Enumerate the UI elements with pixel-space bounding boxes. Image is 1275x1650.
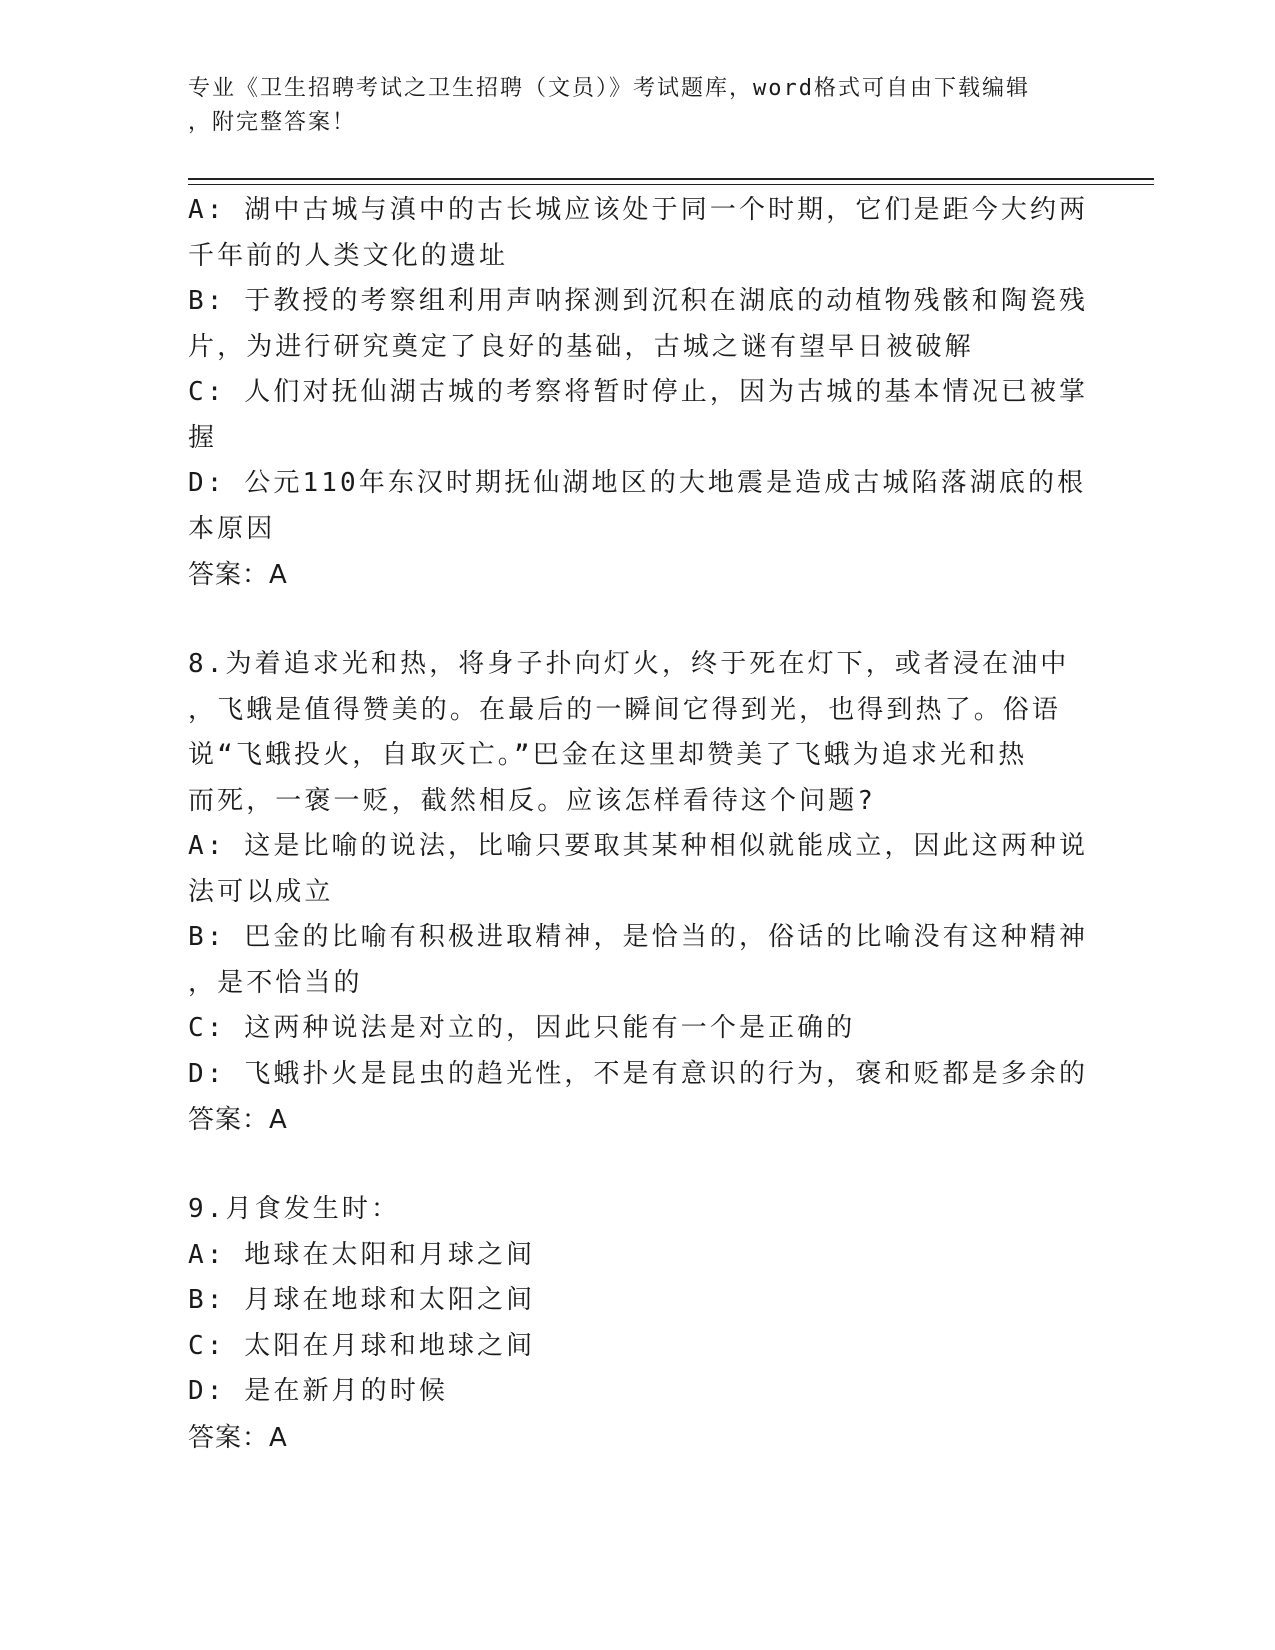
document-header (188, 72, 1078, 140)
q7-option-c-line-1: C: 人们对抚仙湖古城的考察将暂时停止，因为古城的基本情况已被掌 (188, 377, 1089, 407)
question-9 (188, 1187, 1088, 1415)
header-line-2: ，附完整答案！ (188, 110, 357, 135)
q7-option-a-line-2: 千年前的人类文化的遗址 (188, 240, 509, 271)
q9-option-a: A: 地球在太阳和月球之间 (188, 1239, 536, 1270)
q7-option-b-line-2: 片，为进行研究奠定了良好的基础，古城之谜有望早日被破解 (188, 331, 974, 362)
q8-option-a-line-2: 法可以成立 (188, 876, 334, 907)
q9-option-b: B: 月球在地球和太阳之间 (188, 1285, 536, 1315)
q8-option-a-line-1: A: 这是比喻的说法，比喻只要取其某种相似就能成立，因此这两种说 (188, 831, 1089, 861)
q7-option-b-line-1: B: 于教授的考察组利用声呐探测到沉积在湖底的动植物残骸和陶瓷残 (188, 286, 1089, 316)
q9-stem: 9.月食发生时： (188, 1194, 401, 1224)
q8-answer: 答案：A (188, 1105, 288, 1135)
q7-option-a-line-1: A: 湖中古城与滇中的古长城应该处于同一个时期，它们是距今大约两 (188, 195, 1089, 225)
q7-option-c-line-2: 握 (188, 422, 218, 453)
question-8 (188, 642, 1088, 1097)
q7-option-d-line-1: D: 公元110年东汉时期抚仙湖地区的大地震是造成古城陷落湖底的根 (188, 468, 1087, 498)
q7-answer: 答案：A (188, 560, 288, 590)
q8-option-b-line-1: B: 巴金的比喻有积极进取精神，是恰当的，俗话的比喻没有这种精神 (188, 922, 1089, 952)
q9-option-d: D: 是在新月的时候 (188, 1376, 448, 1406)
header-divider-thick (188, 178, 1154, 180)
q8-stem-line-3: 说“飞蛾投火，自取灭亡。”巴金在这里却赞美了飞蛾为追求光和热 (188, 740, 1028, 770)
q7-option-d-line-2: 本原因 (188, 513, 276, 544)
spacer (188, 1143, 1088, 1187)
q8-stem-line-2: ，飞蛾是值得赞美的。在最后的一瞬间它得到光，也得到热了。俗语 (188, 694, 1062, 725)
question-7-options (188, 188, 1088, 552)
document-body (188, 188, 1088, 1461)
q9-option-c: C: 太阳在月球和地球之间 (188, 1330, 536, 1361)
header-line-1: 专业《卫生招聘考试之卫生招聘（文员）》考试题库，word格式可自由下载编辑 (188, 76, 1030, 101)
q8-option-c: C: 这两种说法是对立的，因此只能有一个是正确的 (188, 1013, 856, 1043)
q9-answer: 答案：A (188, 1422, 288, 1453)
q8-stem-line-4: 而死，一褒一贬，截然相反。应该怎样看待这个问题? (188, 785, 877, 816)
q8-option-d: D: 飞蛾扑火是昆虫的趋光性，不是有意识的行为，褒和贬都是多余的 (188, 1058, 1089, 1089)
q8-option-b-line-2: ，是不恰当的 (188, 967, 363, 998)
spacer (188, 598, 1088, 642)
q8-stem-line-1: 8.为着追求光和热，将身子扑向灯火，终于死在灯下，或者浸在油中 (188, 649, 1070, 679)
header-divider-thin (188, 184, 1154, 185)
